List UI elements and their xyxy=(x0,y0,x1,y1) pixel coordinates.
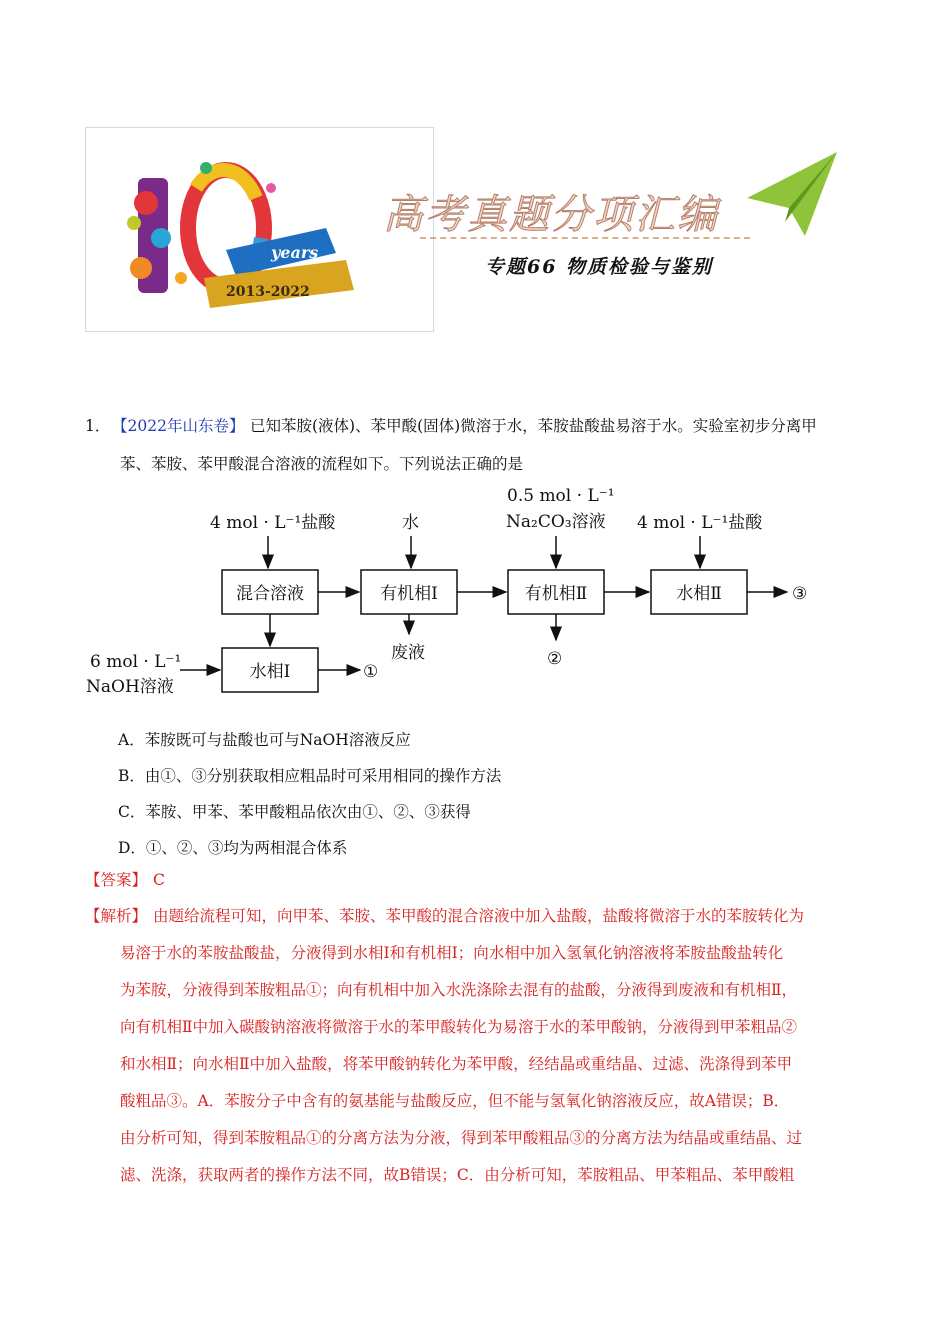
question-source: 【2022年山东卷】 xyxy=(112,417,245,435)
reagent-na2co3-conc: 0.5 mol · L⁻¹ xyxy=(507,486,615,506)
topic-title: 专题66 物质检验与鉴别 xyxy=(485,256,714,278)
reagent-na2co3: Na₂CO₃溶液 xyxy=(506,512,606,532)
answer-value: C xyxy=(153,871,165,889)
analysis-line-7: 由分析可知，得到苯胺粗品①的分离方法为分液，得到苯甲酸粗品③的分离方法为结晶或重结晶、过 xyxy=(120,1129,803,1147)
box-aqueous-phase-1-label: 水相Ⅰ xyxy=(249,662,291,682)
ten-years-logo xyxy=(86,128,433,331)
analysis-line-4: 向有机相Ⅱ中加入碳酸钠溶液将微溶于水的苯甲酸转化为易溶于水的苯甲酸钠，分液得到甲苯粗品② xyxy=(120,1018,798,1036)
answer-label: 【答案】 xyxy=(85,871,148,889)
output-1: ① xyxy=(363,662,379,682)
reagent-water: 水 xyxy=(402,513,419,533)
question-stem-line2: 苯、苯胺、苯甲酸混合溶液的流程如下。下列说法正确的是 xyxy=(120,455,524,473)
output-2: ② xyxy=(547,649,563,669)
box-organic-phase-2-label: 有机相Ⅱ xyxy=(524,584,588,604)
option-b: B．由①、③分别获取相应粗品时可采用相同的操作方法 xyxy=(118,767,502,785)
question-stem-line1: 已知苯胺(液体)、苯甲酸(固体)微溶于水，苯胺盐酸盐易溶于水。实验室初步分离甲 xyxy=(250,417,817,435)
reagent-naoh-conc: 6 mol · L⁻¹ xyxy=(90,652,182,672)
question-number: 1． xyxy=(85,417,111,435)
series-logo-banner xyxy=(85,127,434,332)
box-aqueous-phase-2-label: 水相Ⅱ xyxy=(676,584,722,604)
reagent-hcl-2: 4 mol · L⁻¹盐酸 xyxy=(637,513,763,533)
waste-liquid: 废液 xyxy=(391,643,425,663)
analysis-line-3: 为苯胺，分液得到苯胺粗品①；向有机相中加入水洗涤除去混有的盐酸，分液得到废液和有机相Ⅱ， xyxy=(120,981,798,999)
reagent-hcl-1: 4 mol · L⁻¹盐酸 xyxy=(210,513,336,533)
series-title: 高考真题分项汇编 xyxy=(383,192,719,238)
option-d: D．①、②、③均为两相混合体系 xyxy=(118,839,348,857)
analysis-line-2: 易溶于水的苯胺盐酸盐，分液得到水相Ⅰ和有机相Ⅰ；向水相中加入氢氧化钠溶液将苯胺盐酸盐转化 xyxy=(120,944,784,962)
analysis-line-6: 酸粗品③。A．苯胺分子中含有的氨基能与盐酸反应，但不能与氢氧化钠溶液反应，故A错误；B． xyxy=(120,1092,790,1110)
analysis-line-1: 由题给流程可知，向甲苯、苯胺、苯甲酸的混合溶液中加入盐酸，盐酸将微溶于水的苯胺转化为 xyxy=(153,907,805,925)
separation-flowchart xyxy=(80,482,840,704)
analysis-line-5: 和水相Ⅱ；向水相Ⅱ中加入盐酸，将苯甲酸钠转化为苯甲酸，经结晶或重结晶、过滤、洗涤得到苯甲 xyxy=(120,1055,793,1073)
year-range-text: 2013-2022 xyxy=(226,284,310,300)
output-3: ③ xyxy=(792,584,808,604)
years-text: years xyxy=(271,243,319,262)
analysis-line-8: 滤、洗涤，获取两者的操作方法不同，故B错误；C．由分析可知，苯胺粗品、甲苯粗品、苯甲酸粗 xyxy=(120,1166,795,1184)
option-a: A．苯胺既可与盐酸也可与NaOH溶液反应 xyxy=(118,731,411,749)
reagent-naoh: NaOH溶液 xyxy=(86,677,174,697)
analysis-label: 【解析】 xyxy=(85,907,148,925)
box-mixed-solution-label: 混合溶液 xyxy=(236,584,304,604)
option-c: C．苯胺、甲苯、苯甲酸粗品依次由①、②、③获得 xyxy=(118,803,471,821)
box-organic-phase-1-label: 有机相Ⅰ xyxy=(380,584,438,604)
paper-plane-icon xyxy=(745,150,840,240)
